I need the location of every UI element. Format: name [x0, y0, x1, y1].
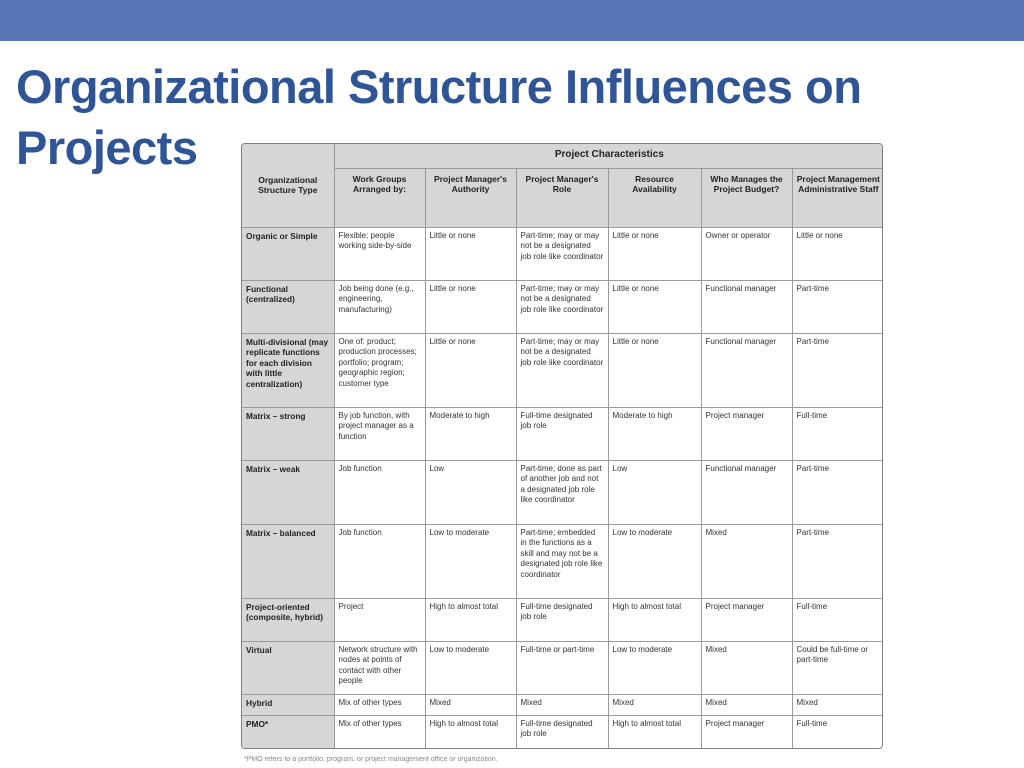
table-cell: Project	[334, 598, 425, 641]
slide-title: Organizational Structure Influences on Projects	[16, 60, 862, 174]
row-structure-type: Virtual	[242, 641, 334, 694]
table-cell: Mixed	[701, 641, 792, 694]
table-cell: Project manager	[701, 407, 792, 460]
table-cell: Low to moderate	[425, 641, 516, 694]
top-accent-band	[0, 0, 1024, 41]
row-structure-type: PMO*	[242, 715, 334, 748]
table-cell: Full-time designated job role	[516, 407, 608, 460]
table-cell: Job function	[334, 524, 425, 598]
table-header-row-1	[242, 144, 883, 168]
table-cell: Project manager	[701, 715, 792, 748]
table-cell: Owner or operator	[701, 227, 792, 280]
table-cell: Functional manager	[701, 280, 792, 333]
org-structure-table-frame	[241, 143, 883, 749]
table-cell: High to almost total	[608, 598, 701, 641]
table-cell: Project manager	[701, 598, 792, 641]
table-cell: Mixed	[425, 694, 516, 715]
table-cell: Flexible; people working side-by-side	[334, 227, 425, 280]
table-cell: Functional manager	[701, 460, 792, 524]
project-characteristics-header: Project Characteristics	[334, 144, 883, 168]
row-structure-type: Matrix – weak	[242, 460, 334, 524]
column-header-admin-staff: Project Management Administrative Staff	[792, 168, 883, 227]
table-cell: Network structure with nodes at points of contact with other people	[334, 641, 425, 694]
table-cell: Mixed	[516, 694, 608, 715]
org-structure-table	[242, 144, 883, 748]
table-cell: Low to moderate	[425, 524, 516, 598]
table-cell: Moderate to high	[425, 407, 516, 460]
table-cell: Mix of other types	[334, 694, 425, 715]
table-cell: Moderate to high	[608, 407, 701, 460]
table-cell: High to almost total	[425, 598, 516, 641]
table-cell: Mixed	[608, 694, 701, 715]
table-cell: Full-time	[792, 407, 883, 460]
column-header-pm-authority: Project Manager's Authority	[425, 168, 516, 227]
table-cell: Part-time	[792, 280, 883, 333]
table-cell: One of: product; production processes; portfolio; program; geographic region; customer type	[334, 333, 425, 407]
column-header-pm-role: Project Manager's Role	[516, 168, 608, 227]
table-cell: Part-time; may or may not be a designated job role like coordinator	[516, 333, 608, 407]
row-structure-type: Functional (centralized)	[242, 280, 334, 333]
table-cell: Part-time	[792, 333, 883, 407]
table-cell: Little or none	[608, 280, 701, 333]
table-cell: Little or none	[792, 227, 883, 280]
table-cell: Low to moderate	[608, 524, 701, 598]
table-cell: Part-time; done as part of another job and not a designated job role like coordinator	[516, 460, 608, 524]
table-cell: Full-time	[792, 715, 883, 748]
table-cell: Little or none	[425, 227, 516, 280]
column-header-resource-availability: Resource Availability	[608, 168, 701, 227]
table-cell: High to almost total	[608, 715, 701, 748]
table-header-row-2	[242, 168, 883, 227]
column-header-budget-manager: Who Manages the Project Budget?	[701, 168, 792, 227]
table-cell: Full-time designated job role	[516, 715, 608, 748]
table-cell: Mix of other types	[334, 715, 425, 748]
table-cell: High to almost total	[425, 715, 516, 748]
table-cell: Part-time; embedded in the functions as a skill and may not be a designated job role like coordinator	[516, 524, 608, 598]
table-row	[242, 694, 883, 715]
row-structure-type: Hybrid	[242, 694, 334, 715]
table-cell: Could be full-time or part-time	[792, 641, 883, 694]
table-cell: Low to moderate	[608, 641, 701, 694]
table-cell: Full-time or part-time	[516, 641, 608, 694]
row-structure-type: Multi-divisional (may replicate functions for each division with little centralization)	[242, 333, 334, 407]
table-cell: Full-time	[792, 598, 883, 641]
row-structure-type: Matrix – strong	[242, 407, 334, 460]
table-cell: Full-time designated job role	[516, 598, 608, 641]
table-row	[242, 407, 883, 460]
table-row	[242, 227, 883, 280]
table-cell: Low	[425, 460, 516, 524]
table-row	[242, 641, 883, 694]
table-row	[242, 524, 883, 598]
table-row	[242, 598, 883, 641]
table-row	[242, 333, 883, 407]
table-row	[242, 280, 883, 333]
column-header-work-groups: Work Groups Arranged by:	[334, 168, 425, 227]
row-structure-type: Matrix – balanced	[242, 524, 334, 598]
table-row	[242, 460, 883, 524]
table-cell: Part-time; may or may not be a designated job role like coordinator	[516, 280, 608, 333]
table-cell: Mixed	[792, 694, 883, 715]
table-cell: Part-time	[792, 524, 883, 598]
table-cell: Job being done (e.g., engineering, manufacturing)	[334, 280, 425, 333]
table-cell: By job function, with project manager as a function	[334, 407, 425, 460]
table-cell: Mixed	[701, 694, 792, 715]
table-row	[242, 715, 883, 748]
table-cell: Low	[608, 460, 701, 524]
table-cell: Little or none	[608, 333, 701, 407]
table-cell: Little or none	[425, 280, 516, 333]
table-cell: Job function	[334, 460, 425, 524]
table-cell: Little or none	[608, 227, 701, 280]
structure-type-header: Organizational Structure Type	[242, 144, 334, 227]
table-cell: Part-time; may or may not be a designated job role like coordinator	[516, 227, 608, 280]
table-footnote: *PMO refers to a portfolio, program, or project management office or organization.	[244, 756, 498, 763]
table-cell: Functional manager	[701, 333, 792, 407]
row-structure-type: Project-oriented (composite, hybrid)	[242, 598, 334, 641]
table-cell: Mixed	[701, 524, 792, 598]
table-cell: Little or none	[425, 333, 516, 407]
table-cell: Part-time	[792, 460, 883, 524]
row-structure-type: Organic or Simple	[242, 227, 334, 280]
